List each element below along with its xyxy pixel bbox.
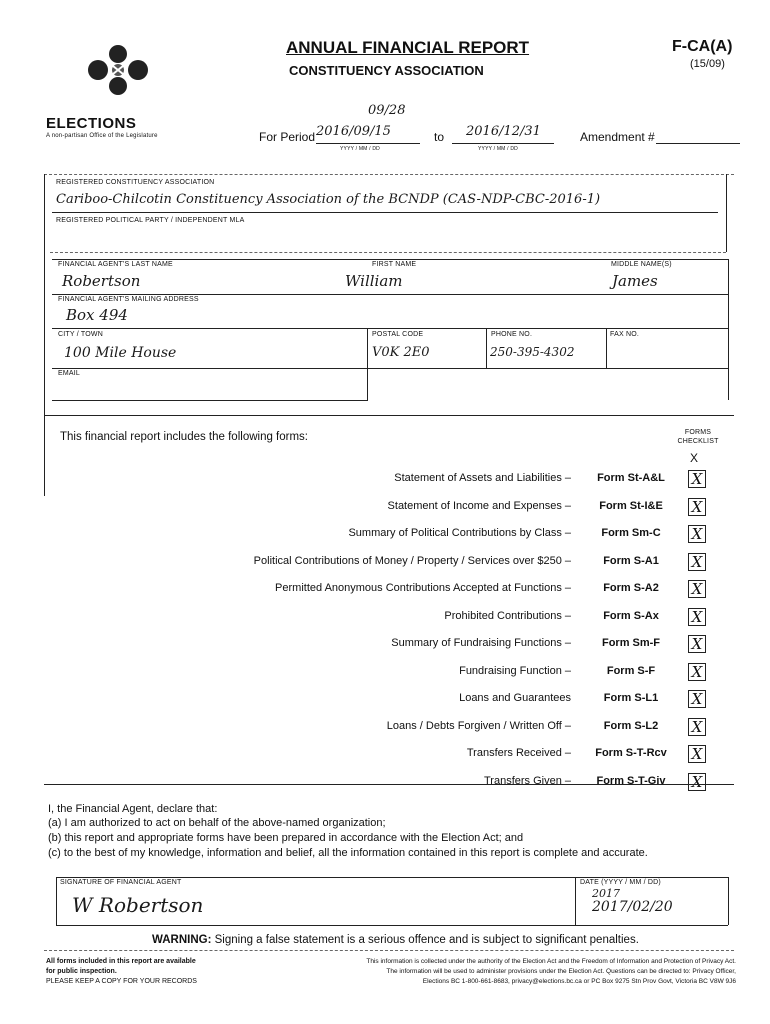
org-name: ELECTIONS xyxy=(46,115,137,132)
footer-left-3: PLEASE KEEP A COPY FOR YOUR RECORDS xyxy=(46,978,197,985)
form-description: Political Contributions of Money / Property / Services over $250 – xyxy=(253,554,571,567)
agent-city-label: CITY / TOWN xyxy=(58,331,103,338)
date-value[interactable]: 2017/02/20 xyxy=(592,899,673,915)
amendment-label: Amendment # xyxy=(580,130,655,144)
registered-party-label: REGISTERED POLITICAL PARTY / INDEPENDENT MLA xyxy=(56,217,245,224)
agent-middle-name-value[interactable]: James xyxy=(612,272,658,290)
checklist-mark: X xyxy=(690,451,699,465)
form-checkbox[interactable]: X xyxy=(688,745,706,763)
agent-first-name-label: FIRST NAME xyxy=(372,261,417,268)
form-checkbox[interactable]: X xyxy=(688,470,706,488)
form-code-label: Form St-A&L xyxy=(597,472,665,484)
form-code-label: Form S-A1 xyxy=(603,554,659,567)
agent-last-name-label: FINANCIAL AGENT'S LAST NAME xyxy=(58,261,173,268)
period-to-label: to xyxy=(434,130,445,144)
footer-right-3: Elections BC 1-800-661-8683, privacy@elections.bc.ca or PC Box 9275 Stn Prov Govt, Victoria BC V8W 9J6 xyxy=(422,978,736,985)
form-code-label: Form S-L1 xyxy=(603,692,659,704)
form-description: Permitted Anonymous Contributions Accepted at Functions – xyxy=(275,582,571,594)
form-checkbox[interactable]: X xyxy=(688,498,706,516)
declaration-line-4: (c) to the best of my knowledge, information and belief, all the information contained in this report is complete and accurate. xyxy=(48,847,648,859)
agent-phone-value[interactable]: 250-395-4302 xyxy=(490,345,575,359)
footer-right-1: This information is collected under the authority of the Election Act and the Freedom of Information and Protection of Privacy Act. xyxy=(366,958,736,965)
forms-checklist-label: FORMS CHECKLIST xyxy=(677,429,719,445)
footer-left xyxy=(46,957,197,987)
period-label: For Period xyxy=(259,130,316,144)
form-description: Transfers Given – xyxy=(483,774,571,787)
agent-fax-label: FAX NO. xyxy=(610,331,640,338)
logo-icon xyxy=(78,40,158,100)
warning-text: Signing a false statement is a serious offence and is subject to significant penalties. xyxy=(214,934,639,946)
form-checkbox[interactable]: X xyxy=(688,690,706,708)
form-code: F-CA(A) xyxy=(672,38,733,55)
form-code-label: Form S-A2 xyxy=(603,582,659,594)
form-code-label: Form Sm-C xyxy=(601,527,661,539)
agent-postal-label: POSTAL CODE xyxy=(372,331,424,338)
declaration-line-1: I, the Financial Agent, declare that: xyxy=(48,803,218,815)
form-checkbox[interactable]: X xyxy=(688,525,706,543)
registered-association-value[interactable]: Cariboo-Chilcotin Constituency Association of the BCNDP (CAS-NDP-CBC-2016-1) xyxy=(56,192,601,207)
declaration-line-2: (a) I am authorized to act on behalf of the above-named organization; xyxy=(48,817,386,829)
form-checkbox[interactable]: X xyxy=(688,718,706,736)
agent-address-value[interactable]: Box 494 xyxy=(66,306,128,324)
agent-signature[interactable]: W Robertson xyxy=(72,893,204,917)
form-description: Transfers Received – xyxy=(466,747,571,759)
agent-address-label: FINANCIAL AGENT'S MAILING ADDRESS xyxy=(58,296,199,303)
page-subtitle: CONSTITUENCY ASSOCIATION xyxy=(289,63,484,78)
form-description: Statement of Income and Expenses – xyxy=(387,499,571,512)
period-to-hint: YYYY / MM / DD xyxy=(478,146,518,152)
form-checkbox[interactable]: X xyxy=(688,580,706,598)
registered-association-label: REGISTERED CONSTITUENCY ASSOCIATION xyxy=(56,179,215,186)
warning-label: WARNING: xyxy=(152,934,212,946)
period-to-value[interactable]: 2016/12/31 xyxy=(466,124,541,139)
footer-left-2: for public inspection. xyxy=(46,968,117,975)
form-checkbox[interactable]: X xyxy=(688,608,706,626)
form-code-label: Form Sm-F xyxy=(601,637,661,649)
form-code-label: Form S-Ax xyxy=(603,609,659,622)
form-description: Fundraising Function – xyxy=(459,664,571,677)
form-code-label: Form S-T-Giv xyxy=(596,774,666,787)
date-note: 2017 xyxy=(592,887,620,900)
elections-logo xyxy=(78,40,158,100)
agent-last-name-value[interactable]: Robertson xyxy=(62,272,141,290)
form-checkbox[interactable]: X xyxy=(688,635,706,653)
warning-notice xyxy=(152,934,639,946)
agent-postal-value[interactable]: V0K 2E0 xyxy=(372,345,430,360)
form-version: (15/09) xyxy=(690,58,725,70)
form-code-label: Form S-F xyxy=(606,664,656,677)
form-description: Loans / Debts Forgiven / Written Off – xyxy=(386,719,571,732)
page-title: ANNUAL FINANCIAL REPORT xyxy=(286,38,530,57)
agent-middle-name-label: MIDDLE NAME(S) xyxy=(611,261,672,268)
declaration-line-3: (b) this report and appropriate forms have been prepared in accordance with the Election Act; and xyxy=(48,832,524,844)
form-code-label: Form St-I&E xyxy=(599,499,663,512)
forms-intro: This financial report includes the following forms: xyxy=(60,431,309,443)
signature-label: SIGNATURE OF FINANCIAL AGENT xyxy=(60,879,182,886)
footer-right-2: The information will be used to administer provisions under the Election Act. Questions can be directed to: Privacy Officer, xyxy=(386,968,736,975)
form-code-label: Form S-L2 xyxy=(603,719,659,732)
agent-phone-label: PHONE NO. xyxy=(491,331,533,338)
period-from-hint: YYYY / MM / DD xyxy=(340,146,380,152)
form-checkbox[interactable]: X xyxy=(688,773,706,791)
form-description: Loans and Guarantees xyxy=(459,692,571,704)
period-from-value[interactable]: 2016/09/15 xyxy=(316,124,391,139)
period-annotation: 09/28 xyxy=(368,103,406,118)
form-code-label: Form S-T-Rcv xyxy=(595,747,667,759)
agent-city-value[interactable]: 100 Mile House xyxy=(64,345,177,361)
org-tagline: A non-partisan Office of the Legislature xyxy=(46,133,158,139)
amendment-field[interactable] xyxy=(656,143,740,144)
form-description: Prohibited Contributions – xyxy=(444,609,571,622)
form-checkbox[interactable]: X xyxy=(688,553,706,571)
agent-email-label: EMAIL xyxy=(58,370,81,377)
agent-first-name-value[interactable]: William xyxy=(345,272,403,290)
form-checkbox[interactable]: X xyxy=(688,663,706,681)
footer-right xyxy=(242,957,736,987)
date-label: DATE (YYYY / MM / DD) xyxy=(580,879,661,886)
form-description: Statement of Assets and Liabilities – xyxy=(394,472,571,484)
form-description: Summary of Fundraising Functions – xyxy=(391,637,571,649)
footer-left-1: All forms included in this report are available xyxy=(46,958,196,965)
form-description: Summary of Political Contributions by Class – xyxy=(348,527,571,539)
